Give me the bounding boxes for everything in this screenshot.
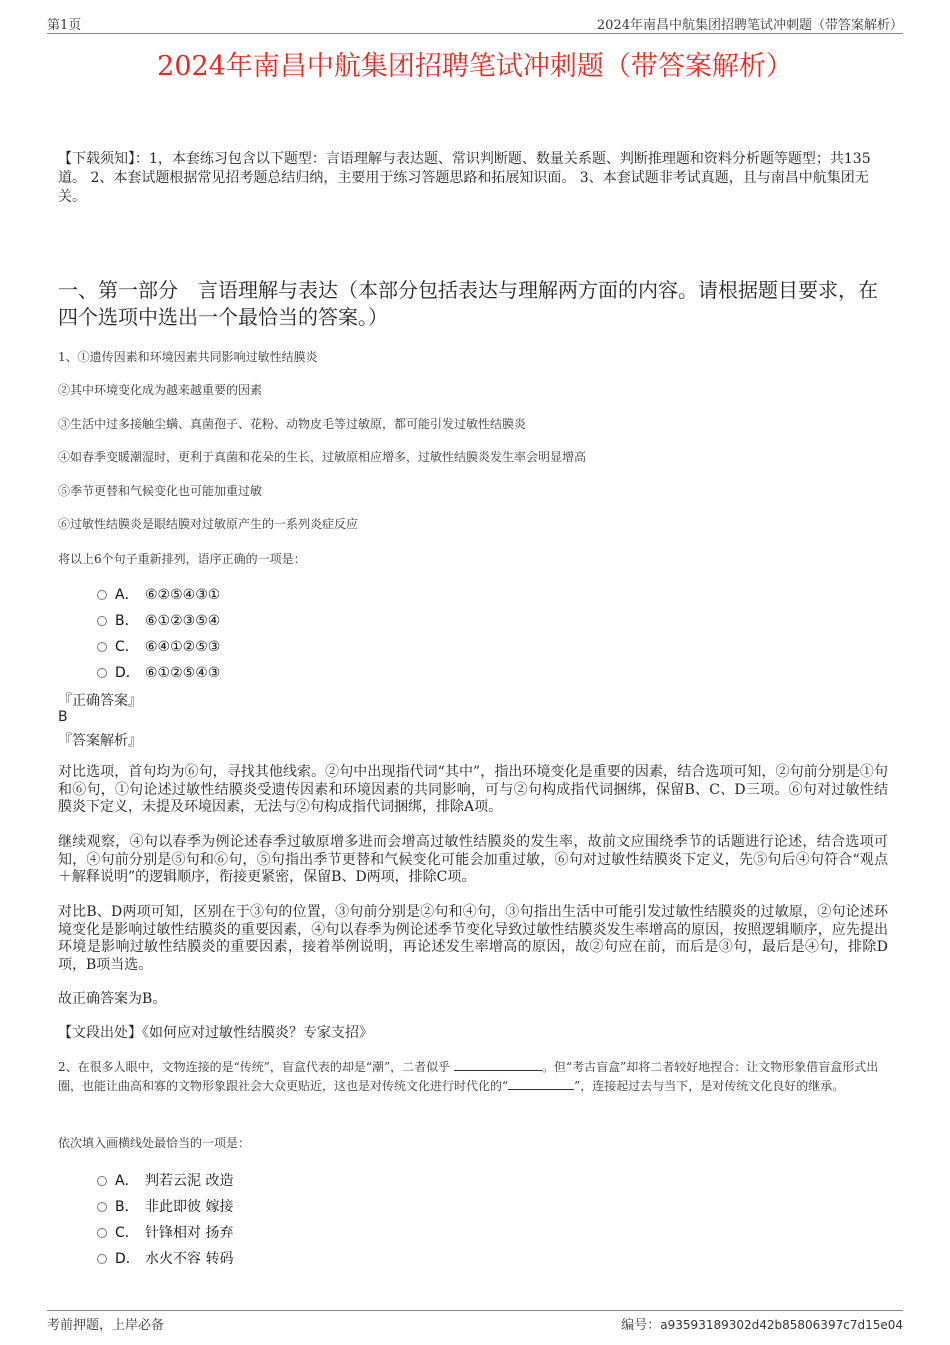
- option-text: 非此即彼 嫁接: [145, 1199, 234, 1215]
- correct-answer: B: [58, 709, 68, 725]
- document-code: [621, 1314, 903, 1333]
- q1-sentence-5: ⑤季节更替和气候变化也可能加重过敏: [58, 484, 263, 498]
- download-notice: 【下载须知】：1，本套练习包含以下题型：言语理解与表达题、常识判断题、数量关系题、判断推理题和资料分析题等题型；共135道。 2、本套试题根据常见招考题总结归纳，主要用于练习答题思路和拓展知识面。 3、本套试题非考试真题，且与南昌中航集团无关。: [58, 151, 871, 205]
- option-letter: A．: [115, 587, 139, 603]
- q1-option-b[interactable]: [97, 610, 220, 630]
- radio-button[interactable]: [97, 1176, 107, 1186]
- q2-option-d[interactable]: [97, 1248, 233, 1268]
- q2-option-a[interactable]: [97, 1170, 233, 1190]
- option-letter: B．: [115, 1199, 139, 1215]
- section-heading: 一、第一部分 言语理解与表达（本部分包括表达与理解两方面的内容。请根据题目要求，在四个选项中选出一个最恰当的答案。）: [58, 278, 878, 329]
- fill-blank-2: [508, 1078, 574, 1090]
- q1-sentence-4: ④如春季变暖潮湿时，更利于真菌和花朵的生长，过敏原相应增多，过敏性结膜炎发生率会明显增高: [58, 450, 587, 464]
- q2-option-c[interactable]: [97, 1222, 233, 1242]
- radio-button[interactable]: [97, 1254, 107, 1264]
- option-text: ⑥②⑤④③①: [145, 587, 221, 603]
- radio-button[interactable]: [97, 616, 107, 626]
- option-letter: D．: [115, 1251, 140, 1267]
- radio-button[interactable]: [97, 1202, 107, 1212]
- option-letter: C．: [115, 639, 139, 655]
- q1-prompt: 将以上6个句子重新排列，语序正确的一项是：: [58, 552, 306, 566]
- radio-button[interactable]: [97, 590, 107, 600]
- q1-option-c[interactable]: [97, 636, 220, 656]
- answer-label: 『正确答案』: [58, 693, 142, 709]
- footer-divider: [47, 1310, 903, 1311]
- q2-text-part-2: 。但“考古盲盒”却将二者较好地捏合：让文物形象借盲盒形式出圈，也能让曲高和寡的文物形象跟社会大众更贴近，这也是对传统文化进行时代化的“: [58, 1060, 879, 1093]
- q1-sentence-2: ②其中环境变化成为越来越重要的因素: [58, 383, 263, 397]
- option-letter: D．: [115, 665, 140, 681]
- analysis-label: 『答案解析』: [58, 733, 142, 749]
- fill-blank-1: [454, 1059, 542, 1071]
- q1-sentence-3: ③生活中过多接触尘螨、真菌孢子、花粉、动物皮毛等过敏原，都可能引发过敏性结膜炎: [58, 417, 527, 431]
- option-text: ⑥①②③⑤④: [145, 613, 221, 629]
- radio-button[interactable]: [97, 642, 107, 652]
- option-letter: C．: [115, 1225, 139, 1241]
- q2-text-part-1: 2、在很多人眼中，文物连接的是“传统”，盲盒代表的却是“潮”，二者似乎: [58, 1060, 451, 1074]
- analysis-paragraph-3: 对比B、D两项可知，区别在于③句的位置，③句前分别是②句和④句，③句指出生活中可能引发过敏性结膜炎的过敏原，②句论述环境变化是影响过敏性结膜炎的重要因素，④句以春季为例论述季节变化导致过敏性结膜炎发生率增高的原因，按照逻辑顺序，应先提出环境是影响过敏性结膜炎的重要因素，接着举例说明，再论述发生率增高的原因，故②句应在前，而后是③句，最后是④句，排除D项，B项当选。: [58, 904, 888, 973]
- option-letter: A．: [115, 1173, 139, 1189]
- footer-slogan: 考前押题，上岸必备: [47, 1318, 165, 1333]
- q1-option-d[interactable]: [97, 662, 220, 682]
- option-text: 针锋相对 扬弃: [145, 1225, 234, 1241]
- q1-sentence-1: 1、①遗传因素和环境因素共同影响过敏性结膜炎: [58, 350, 318, 364]
- analysis-paragraph-1: 对比选项，首句均为⑥句，寻找其他线索。②句中出现指代词“其中”，指出环境变化是重要的因素，结合选项可知，②句前分别是①句和⑥句，①句论述过敏性结膜炎受遗传因素和环境因素的共同影响，可与②句构成指代词捆绑，保留B、C、D三项。⑥句对过敏性结膜炎下定义，未提及环境因素，无法与②句构成指代词捆绑，排除A项。: [58, 764, 888, 815]
- document-title: 2024年南昌中航集团招聘笔试冲刺题（带答案解析）: [157, 51, 793, 82]
- option-text: 判若云泥 改造: [145, 1173, 234, 1189]
- analysis-paragraph-2: 继续观察，④句以春季为例论述春季过敏原增多进而会增高过敏性结膜炎的发生率，故前文应围绕季节的话题进行论述，结合选项可知，④句前分别是⑤句和⑥句，⑤句指出季节更替和气候变化可能会加重过敏，⑥句对过敏性结膜炎下定义，先⑤句后④句符合“观点＋解释说明”的逻辑顺序，衔接更紧密，保留B、D两项，排除C项。: [58, 834, 888, 885]
- header-divider: [47, 33, 903, 34]
- running-header-title: 2024年南昌中航集团招聘笔试冲刺题（带答案解析）: [596, 18, 903, 33]
- q1-option-a[interactable]: [97, 584, 220, 604]
- option-text: ⑥①②⑤④③: [145, 665, 221, 681]
- radio-button[interactable]: [97, 668, 107, 678]
- option-text: ⑥④①②⑤③: [145, 639, 221, 655]
- q1-sentence-6: ⑥过敏性结膜炎是眼结膜对过敏原产生的一系列炎症反应: [58, 517, 359, 531]
- code-label: 编号：: [621, 1318, 661, 1333]
- q2-option-b[interactable]: [97, 1196, 233, 1216]
- analysis-conclusion: 故正确答案为B。: [58, 991, 167, 1007]
- q2-text-part-3: ”，连接起过去与当下，是对传统文化良好的继承。: [574, 1079, 845, 1093]
- q2-stem: [58, 1058, 898, 1096]
- option-letter: B．: [115, 613, 139, 629]
- code-value: a93593189302d42b85806397c7d15e04: [660, 1318, 903, 1332]
- radio-button[interactable]: [97, 1228, 107, 1238]
- q2-prompt: 依次填入画横线处最恰当的一项是：: [58, 1136, 251, 1150]
- page-number: 第1页: [47, 18, 82, 33]
- passage-source: 【文段出处】《如何应对过敏性结膜炎？专家支招》: [58, 1025, 373, 1041]
- option-text: 水火不容 转码: [145, 1251, 234, 1267]
